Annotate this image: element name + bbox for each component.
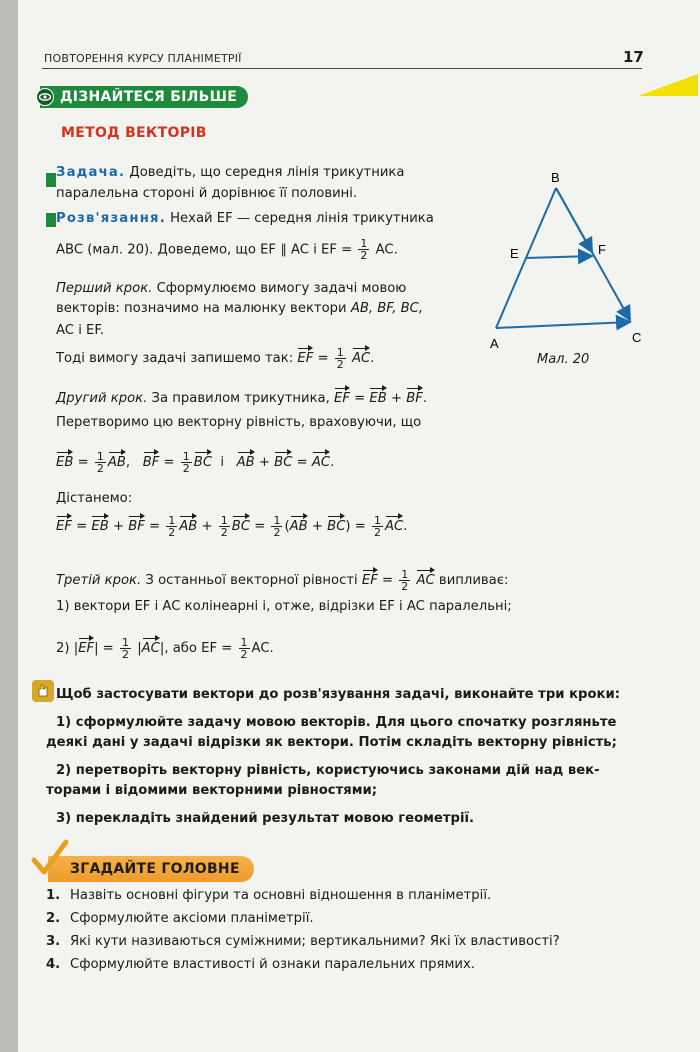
step3-item-1: 1) вектори EF і AC колінеарні і, отже, відрізки EF і AC паралельні; [56, 599, 512, 614]
vec-eb: EB [91, 512, 108, 536]
step1-line-2 [56, 300, 423, 318]
header-rule [42, 68, 642, 69]
fraction-half: $\frac{1}{2}$ [96, 449, 104, 475]
side-ac [496, 322, 630, 328]
figure-caption: Мал. 20 [537, 352, 590, 367]
fraction-half: $\frac{1}{2}$ [122, 635, 129, 661]
solution-line-1 [56, 210, 434, 228]
solution-text-2: ABC (мал. 20). Доведемо, що EF ∥ AC і EF = [56, 242, 353, 258]
step2-line-2: Перетворимо цю векторну рівність, враховуючи, що [56, 415, 422, 430]
eye-icon [36, 88, 54, 106]
step1-line-1 [56, 280, 406, 298]
vec-bf: BF [128, 512, 145, 536]
solution-marker [46, 213, 56, 227]
hand-icon [32, 680, 54, 702]
point-a: A [490, 336, 499, 351]
step2-text-1: За правилом трикутника, [151, 391, 330, 406]
step1-line-4: Тоді вимогу задачі запишемо так: EF = $\frac{1}{2}$ AC. [56, 345, 375, 371]
vec-bf: BF [406, 384, 423, 408]
page-gutter [0, 0, 18, 1052]
vec-bf: BF [143, 448, 160, 472]
running-header [38, 48, 698, 70]
question-item [46, 888, 491, 903]
tips-step-3: 3) перекладіть знайдений результат мовою геометрії. [56, 811, 475, 826]
question-text: Сформулюйте аксіоми планіметрії. [70, 911, 314, 926]
step2-line-3: Дістанемо: [56, 491, 133, 506]
vec-eb: EB [369, 384, 386, 408]
fraction-half: $\frac{1}{2}$ [168, 513, 176, 539]
task-line-1 [56, 164, 404, 182]
step1-text-4: Тоді вимогу задачі запишемо так: [56, 351, 294, 366]
step1-line-3: AC і EF. [56, 323, 105, 338]
question-item [46, 934, 560, 949]
vec-eb: EB [56, 448, 73, 472]
fraction-half: $\frac{1}{2}$ [336, 345, 344, 371]
vec-ab: AB [108, 448, 126, 472]
question-text: Назвіть основні фігури та основні відношення в планіметрії. [70, 888, 492, 903]
vec-bc: BC [274, 448, 292, 472]
learn-more-banner [40, 86, 248, 108]
fraction-half: $\frac{1}{2}$ [182, 449, 190, 475]
fraction-half: $\frac{1}{2}$ [220, 513, 228, 539]
fraction-half: $\frac{1}{2}$ [374, 513, 382, 539]
vec-ac: AC [385, 512, 403, 536]
task-marker [46, 173, 56, 187]
point-c: C [632, 330, 642, 345]
tips-step-1a: 1) сформулюйте задачу мовою векторів. Для цього спочатку розгляньте [56, 715, 617, 730]
vec-bf-line [556, 188, 592, 252]
point-f: F [598, 242, 606, 257]
vec-bc: BC [194, 448, 212, 472]
step1-vectors: AB, BF, BC, [350, 301, 424, 316]
step3-item-2-prefix: 2) [56, 641, 70, 656]
point-b: B [551, 170, 560, 185]
fraction-half: $\frac{1}{2}$ [360, 237, 368, 262]
question-item [46, 911, 314, 926]
step2-title: Другий крок. [56, 391, 148, 406]
vec-ef: EF [78, 634, 94, 658]
vec-bc: BC [232, 512, 250, 536]
vec-ab: AB [290, 512, 308, 536]
section-title: МЕТОД ВЕКТОРІВ [61, 125, 207, 141]
question-number: 4. [46, 957, 61, 972]
solution-label: Розв'язання. [56, 211, 166, 226]
task-label: Задача. [56, 165, 126, 180]
fraction-half: $\frac{1}{2}$ [240, 635, 248, 661]
header-section-title: ПОВТОРЕННЯ КУРСУ ПЛАНІМЕТРІЇ [44, 52, 242, 65]
step3-line-1: Третій крок. З останньої векторної рівності EF = $\frac{1}{2}$ AC випливає: [56, 567, 509, 593]
midline-ef [526, 256, 592, 258]
vec-ac: AC [416, 566, 434, 590]
step3-text-1-tail: випливає: [438, 573, 509, 588]
vec-ac: AC [312, 448, 330, 472]
solution-text-1: Нехай EF — середня лінія трикутника [170, 211, 434, 226]
checkmark-icon [30, 838, 70, 878]
vec-ef: EF [362, 566, 378, 590]
textbook-page [18, 0, 700, 1052]
solution-line-2 [56, 238, 398, 261]
step1-text-2: векторів: позначимо на малюнку вектори [56, 301, 347, 316]
question-text: Сформулюйте властивості й ознаки паралельних прямих. [70, 957, 475, 972]
point-e: E [510, 246, 519, 261]
banner-label: ДІЗНАЙТЕСЯ БІЛЬШЕ [60, 89, 238, 105]
tips-step-2a: 2) перетворіть векторну рівність, користуючись законами дій над век- [56, 763, 600, 778]
question-number: 1. [46, 888, 61, 903]
question-number: 3. [46, 934, 61, 949]
tips-intro: Щоб застосувати вектори до розв'язування задачі, виконайте три кроки: [56, 687, 621, 702]
recall-label: ЗГАДАЙТЕ ГОЛОВНЕ [70, 861, 240, 877]
corner-wedge [638, 74, 698, 96]
tips-step-1b: деякі дані у задачі відрізки як вектори. Потім складіть векторну рівність; [46, 735, 617, 750]
step3-text-1: З останньої векторної рівності [145, 573, 358, 588]
tips-step-2b: торами і відомими векторними рівностями; [46, 783, 378, 798]
question-item [46, 957, 475, 972]
recall-banner [48, 856, 254, 882]
step3-title: Третій крок. [56, 573, 142, 588]
question-number: 2. [46, 911, 61, 926]
task-text-1: Доведіть, що середня лінія трикутника [129, 165, 405, 180]
vec-bc: BC [327, 512, 345, 536]
fraction-half: $\frac{1}{2}$ [401, 567, 409, 593]
step2-line-1: Другий крок. За правилом трикутника, EF = EB + BF. [56, 384, 427, 408]
question-text: Які кути називаються суміжними; вертикальними? Які їх властивості? [70, 934, 560, 949]
triangle-figure [488, 170, 658, 370]
step3-item-2: 2) |EF| = $\frac{1}{2}$ |AC|, або EF = $\frac{1}{2}$ AC. [56, 635, 274, 661]
step1-title: Перший крок. [56, 281, 153, 296]
step2-equation-2: EF = EB + BF = $\frac{1}{2}$ AB + $\frac{1}{2}$ BC = $\frac{1}{2}$ (AB + BC) = $\frac{1}{2}$ AC. [56, 513, 408, 539]
vec-ef: EF [334, 384, 350, 408]
vec-ab: AB [237, 448, 255, 472]
task-line-2: паралельна стороні й дорівнює її половині. [56, 186, 358, 201]
step3-item-2-tail: або EF = [172, 641, 233, 656]
vec-ac: AC [142, 634, 160, 658]
vec-ef: EF [297, 344, 313, 368]
step1-text-1: Сформулюємо вимогу задачі мовою [156, 281, 407, 296]
vec-ab: AB [179, 512, 197, 536]
step2-equation-1: EB = $\frac{1}{2}$ AB, BF = $\frac{1}{2}$ BC і AB + BC = AC. [56, 449, 335, 475]
solution-text-2-tail: AC. [375, 242, 398, 258]
fraction-half: $\frac{1}{2}$ [273, 513, 281, 539]
vec-ac: AC [352, 344, 370, 368]
page-number: 17 [623, 48, 644, 66]
vec-ef: EF [56, 512, 72, 536]
